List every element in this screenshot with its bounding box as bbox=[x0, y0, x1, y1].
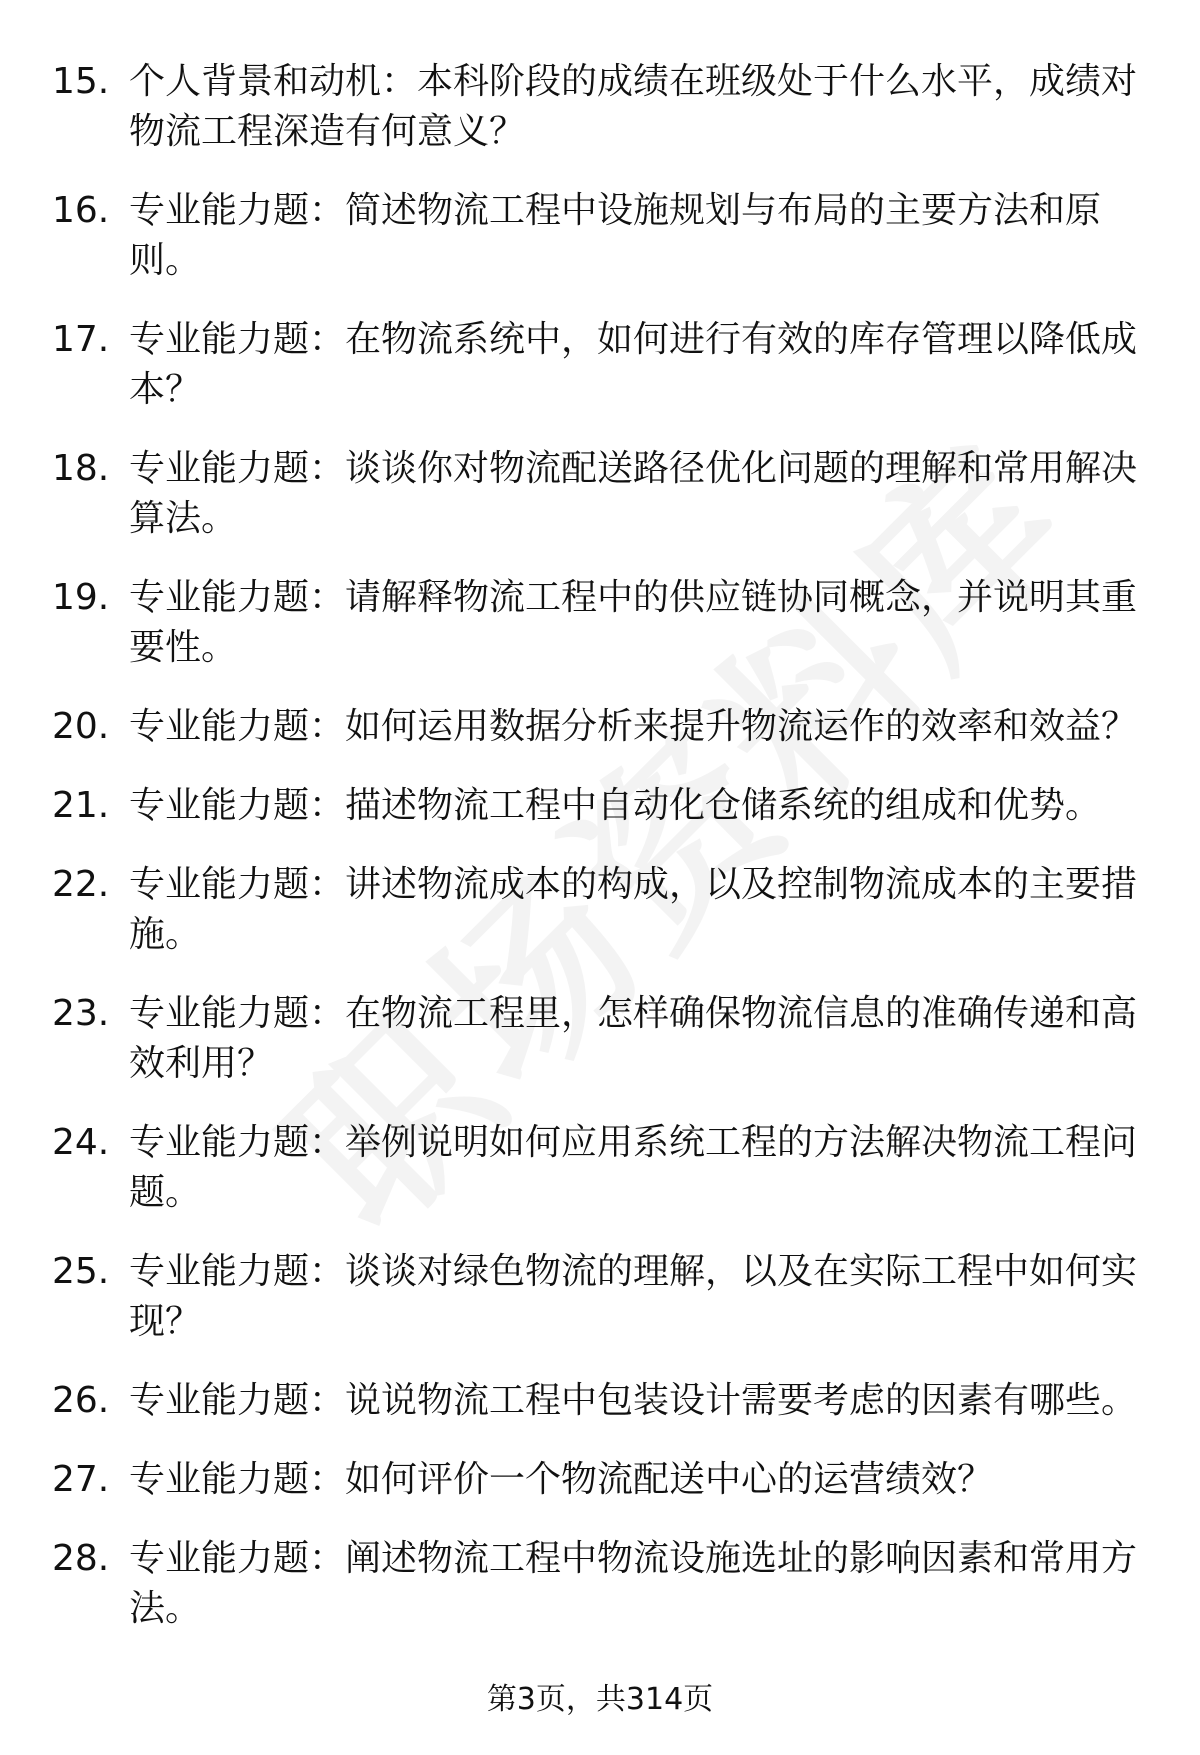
question-number: 26. bbox=[52, 1380, 110, 1421]
question-item-26 bbox=[52, 1376, 1142, 1426]
page-footer: 第3页，共314页 bbox=[486, 1682, 714, 1717]
question-text: 专业能力题：简述物流工程中设施规划与布局的主要方法和原则。 bbox=[129, 190, 1102, 281]
question-number: 25. bbox=[52, 1251, 110, 1292]
question-item-25 bbox=[52, 1247, 1142, 1347]
question-item-16 bbox=[52, 186, 1142, 286]
question-number: 15. bbox=[52, 61, 110, 102]
question-number: 24. bbox=[52, 1122, 110, 1163]
question-item-20 bbox=[52, 702, 1142, 752]
question-text: 专业能力题：描述物流工程中自动化仓储系统的组成和优势。 bbox=[129, 785, 1102, 826]
question-text: 专业能力题：在物流工程里，怎样确保物流信息的准确传递和高效利用？ bbox=[129, 993, 1138, 1084]
question-item-22 bbox=[52, 860, 1142, 960]
question-number: 19. bbox=[52, 577, 110, 618]
question-number: 16. bbox=[52, 190, 110, 231]
question-number: 23. bbox=[52, 993, 110, 1034]
question-item-18 bbox=[52, 444, 1142, 544]
question-number: 18. bbox=[52, 448, 110, 489]
question-item-17 bbox=[52, 315, 1142, 415]
question-text: 专业能力题：举例说明如何应用系统工程的方法解决物流工程问题。 bbox=[129, 1122, 1138, 1213]
question-number: 22. bbox=[52, 864, 110, 905]
question-number: 27. bbox=[52, 1459, 110, 1500]
question-list bbox=[52, 57, 1142, 1663]
question-text: 专业能力题：如何评价一个物流配送中心的运营绩效？ bbox=[129, 1459, 994, 1500]
question-text: 专业能力题：讲述物流成本的构成，以及控制物流成本的主要措施。 bbox=[129, 864, 1138, 955]
question-number: 20. bbox=[52, 706, 110, 747]
question-text: 专业能力题：阐述物流工程中物流设施选址的影响因素和常用方法。 bbox=[129, 1538, 1138, 1629]
question-item-15 bbox=[52, 57, 1142, 157]
question-text: 专业能力题：谈谈对绿色物流的理解，以及在实际工程中如何实现？ bbox=[129, 1251, 1138, 1342]
question-number: 21. bbox=[52, 785, 110, 826]
question-item-21 bbox=[52, 781, 1142, 831]
question-text: 专业能力题：如何运用数据分析来提升物流运作的效率和效益？ bbox=[129, 706, 1138, 747]
question-text: 专业能力题：在物流系统中，如何进行有效的库存管理以降低成本？ bbox=[129, 319, 1138, 410]
question-item-27 bbox=[52, 1455, 1142, 1505]
question-item-28 bbox=[52, 1534, 1142, 1634]
question-item-23 bbox=[52, 989, 1142, 1089]
question-text: 专业能力题：请解释物流工程中的供应链协同概念，并说明其重要性。 bbox=[129, 577, 1138, 668]
question-text: 专业能力题：说说物流工程中包装设计需要考虑的因素有哪些。 bbox=[129, 1380, 1138, 1421]
question-number: 17. bbox=[52, 319, 110, 360]
question-number: 28. bbox=[52, 1538, 110, 1579]
question-text: 个人背景和动机：本科阶段的成绩在班级处于什么水平，成绩对物流工程深造有何意义？ bbox=[129, 61, 1138, 152]
question-text: 专业能力题：谈谈你对物流配送路径优化问题的理解和常用解决算法。 bbox=[129, 448, 1138, 539]
question-item-24 bbox=[52, 1118, 1142, 1218]
question-item-19 bbox=[52, 573, 1142, 673]
